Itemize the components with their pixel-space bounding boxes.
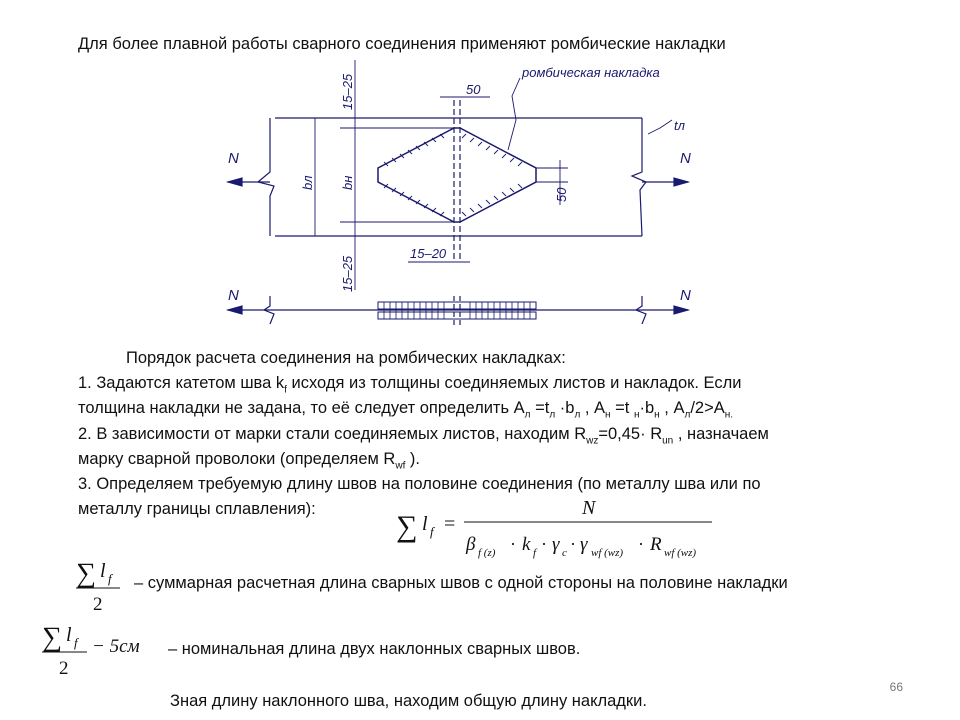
svg-text:l: l [422, 513, 428, 535]
svg-text:f: f [533, 547, 537, 559]
force-label-left-bottom: N [228, 287, 239, 304]
svg-text:γ: γ [580, 534, 588, 555]
dimension-lines [315, 60, 672, 290]
dim-15-25-top: 15–25 [340, 73, 355, 110]
svg-text:l: l [100, 560, 106, 582]
svg-text:·: · [638, 534, 644, 554]
force-label-right-bottom: N [680, 287, 691, 304]
force-label-right: N [680, 150, 691, 167]
svg-text:·: · [541, 534, 547, 554]
sigma-symbol: ∑ [396, 510, 418, 543]
svg-text:·: · [570, 534, 576, 554]
svg-text:wf (wz): wf (wz) [591, 547, 624, 559]
formula-half-sum [76, 558, 120, 615]
plate-outline [258, 118, 646, 236]
rhombic-plate [378, 128, 536, 222]
formula-numerator: N [582, 497, 596, 519]
svg-text:γ: γ [552, 534, 560, 555]
svg-text:f: f [74, 635, 78, 650]
closing-text: Зная длину наклонного шва, находим общую длину накладки. [170, 692, 647, 710]
force-label-left: N [228, 150, 239, 167]
plate-label: ромбическая накладка [522, 65, 660, 80]
page-number: 66 [889, 680, 903, 694]
svg-text:2: 2 [93, 594, 103, 615]
formula-half-sum-minus [42, 622, 140, 679]
butt-joint-lines [454, 100, 460, 262]
main-formula [396, 497, 712, 559]
svg-text:∑: ∑ [76, 558, 96, 589]
step2-line1: 2. В зависимости от марки стали соединяемых листов, находим $R_{wz}=0,45\cdot R_{un}$ , назначаем [78, 425, 769, 447]
description-half-sum: – суммарная расчетная длина сварных швов с одной стороны на половине накладки [134, 574, 788, 592]
svg-text:k: k [522, 534, 531, 555]
step1-line2: толщина накладки не задана, то её следует определить $A_л =t_л \cdot b_л$ , $A_н =t$ $_н\cdot b_н$ , $A_л/2>A_{н.}$ [78, 399, 734, 421]
label-bl: bл [300, 175, 315, 190]
dim-15-25-bottom: 15–25 [340, 255, 355, 292]
svg-text:l: l [66, 624, 72, 646]
step3-line2: металлу границы сплавления): [78, 500, 316, 518]
svg-text:2: 2 [59, 658, 69, 679]
label-bn: bн [340, 175, 355, 190]
dim-50-side: 50 [554, 187, 569, 202]
svg-text:c: c [562, 547, 567, 559]
step2-line2: марку сварной проволоки (определяем $R_{wf}$ ). [78, 450, 421, 472]
label-tl: tл [674, 118, 685, 133]
description-nominal-length: – номинальная длина двух наклонных сварных швов. [168, 640, 581, 658]
svg-text:∑: ∑ [42, 622, 62, 653]
svg-text:=: = [444, 513, 456, 535]
force-arrows-top [228, 178, 688, 186]
dim-15-20: 15–20 [410, 246, 447, 261]
step3-line1: 3. Определяем требуемую длину швов на половине соединения (по металлу шва или по [78, 475, 761, 493]
svg-text:f: f [430, 524, 434, 539]
procedure-title: Порядок расчета соединения на ромбических накладках: [126, 349, 566, 367]
svg-text:wf (wz): wf (wz) [664, 547, 697, 559]
svg-text:·: · [510, 534, 516, 554]
minus-5cm: − 5см [92, 636, 140, 657]
slide-headline: Для более плавной работы сварного соединения применяют ромбические накладки [78, 35, 726, 53]
svg-text:f (z): f (z) [478, 547, 496, 559]
dim-50-top: 50 [466, 82, 481, 97]
step1-line1: 1. Задаются катетом шва $k_f$ исходя из толщины соединяемых листов и накладок. Если [78, 374, 742, 396]
svg-text:f: f [108, 571, 112, 586]
svg-text:β: β [466, 534, 476, 555]
side-view [228, 296, 688, 326]
svg-text:R: R [650, 534, 662, 555]
